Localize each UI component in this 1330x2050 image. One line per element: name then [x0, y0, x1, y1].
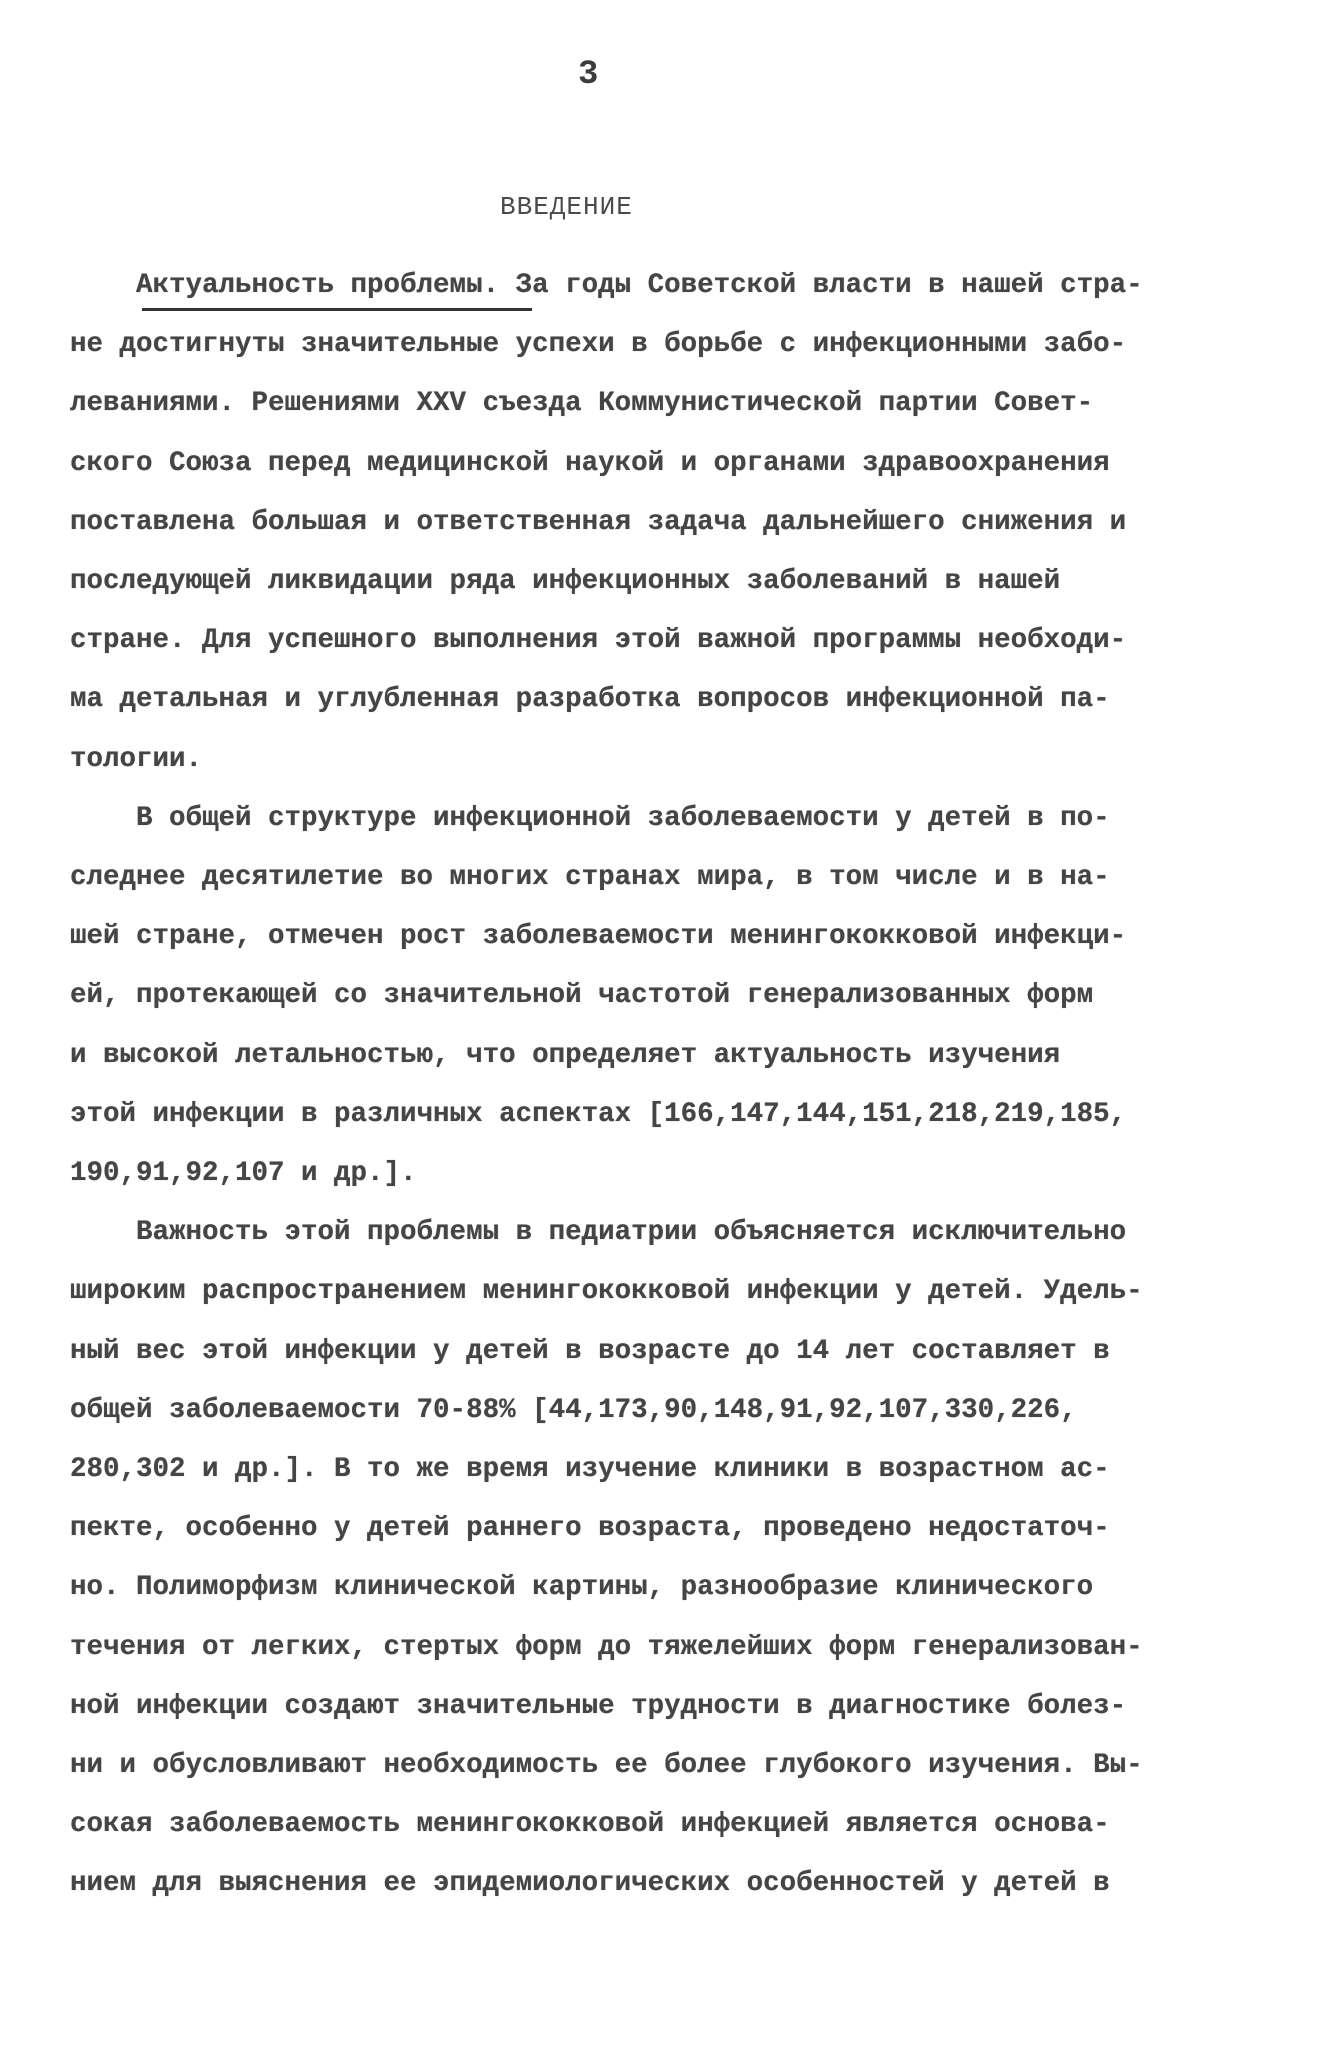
text-line: сокая заболеваемость менингококковой инфекцией является основа-: [70, 1809, 1110, 1841]
text-line: и высокой летальностью, что определяет актуальность изучения: [70, 1039, 1061, 1071]
text-line: не достигнуты значительные успехи в борьбе с инфекционными забо-: [70, 329, 1127, 361]
text-line: широким распространением менингококковой инфекции у детей. Удель-: [70, 1276, 1143, 1308]
heading-underline: [142, 308, 532, 311]
text-line: тологии.: [70, 743, 203, 775]
text-line: этой инфекции в различных аспектах [166,147,144,151,218,219,185,: [70, 1098, 1127, 1130]
text-line: шей стране, отмечен рост заболеваемости менингококковой инфекци-: [70, 921, 1127, 953]
text-line: следнее десятилетие во многих странах мира, в том числе и в на-: [70, 862, 1110, 893]
text-line: ей, протекающей со значительной частотой генерализованных форм: [70, 980, 1094, 1012]
text-line: последующей ликвидации ряда инфекционных заболеваний в нашей: [70, 566, 1061, 597]
text-line: ма детальная и углубленная разработка вопросов инфекционной па-: [70, 684, 1110, 716]
section-heading: ВВЕДЕНИЕ: [500, 192, 633, 222]
page-number: 3: [578, 56, 599, 94]
text-line: общей заболеваемости 70-88% [44,173,90,148,91,92,107,330,226,: [70, 1394, 1077, 1426]
text-line: стране. Для успешного выполнения этой важной программы необходи-: [70, 625, 1127, 657]
text-line: Актуальность проблемы. За годы Советской власти в нашей стра-: [70, 270, 1143, 301]
text-line: ни и обусловливают необходимость ее более глубокого изучения. Вы-: [70, 1750, 1143, 1781]
text-line: но. Полиморфизм клинической картины, разнообразие клинического: [70, 1572, 1094, 1604]
text-line: Важность этой проблемы в педиатрии объясняется исключительно: [70, 1217, 1127, 1249]
text-line: леваниями. Решениями XXV съезда Коммунистической партии Совет-: [70, 388, 1094, 420]
text-line: ского Союза перед медицинской наукой и органами здравоохранения: [70, 447, 1110, 479]
text-line: ный вес этой инфекции у детей в возрасте до 14 лет составляет в: [70, 1335, 1110, 1367]
text-line: В общей структуре инфекционной заболеваемости у детей в по-: [70, 802, 1110, 834]
text-line: течения от легких, стертых форм до тяжелейших форм генерализован-: [70, 1631, 1143, 1663]
text-line: 280,302 и др.]. В то же время изучение клиники в возрастном ас-: [70, 1454, 1110, 1485]
text-line: пекте, особенно у детей раннего возраста, проведено недостаточ-: [70, 1513, 1110, 1545]
text-line: нием для выяснения ее эпидемиологических особенностей у детей в: [70, 1868, 1110, 1900]
text-line: 190,91,92,107 и др.].: [70, 1158, 417, 1189]
text-line: ной инфекции создают значительные трудности в диагностике болез-: [70, 1690, 1127, 1722]
text-line: поставлена большая и ответственная задача дальнейшего снижения и: [70, 506, 1127, 538]
